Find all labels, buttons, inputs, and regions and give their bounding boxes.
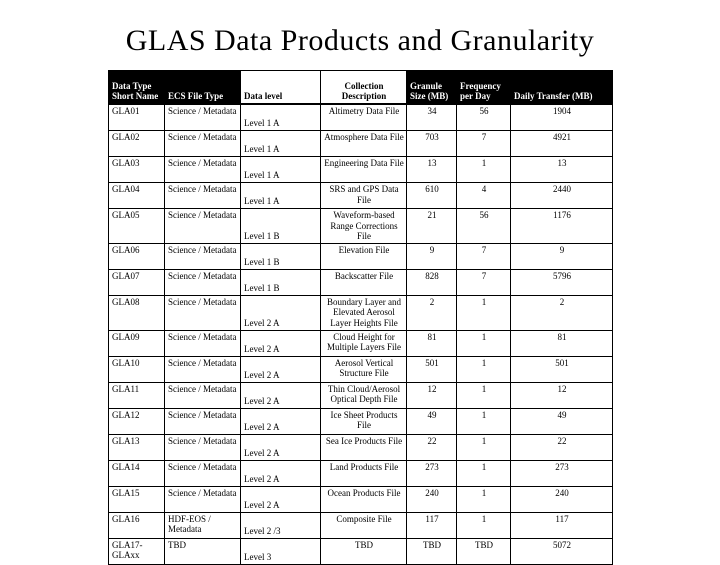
cell-frequency: 7 [457,269,511,295]
table-header [109,71,613,105]
cell-short-name: GLA07 [109,269,165,295]
table-row [109,330,613,356]
cell-file-type: HDF-EOS / Metadata [165,512,241,538]
cell-daily-transfer: 2 [511,295,613,330]
cell-frequency: 1 [457,460,511,486]
cell-granule-size: 34 [407,104,457,131]
cell-frequency: TBD [457,538,511,564]
cell-description: Ocean Products File [321,486,407,512]
cell-granule-size: 21 [407,209,457,244]
table-row [109,408,613,434]
table-row [109,131,613,157]
cell-granule-size: TBD [407,538,457,564]
cell-daily-transfer: 22 [511,434,613,460]
cell-file-type: Science / Metadata [165,131,241,157]
cell-file-type: Science / Metadata [165,295,241,330]
cell-data-level: Level 1 A [241,104,321,131]
cell-short-name: GLA04 [109,183,165,209]
col-header-ecs-file-type: ECS File Type [165,71,241,105]
col-header-collection-description: Collection Description [321,71,407,105]
cell-short-name: GLA09 [109,330,165,356]
cell-file-type: Science / Metadata [165,382,241,408]
cell-data-level: Level 2 A [241,408,321,434]
cell-daily-transfer: 4921 [511,131,613,157]
page-title: GLAS Data Products and Granularity [125,24,595,57]
table-body [109,104,613,564]
cell-daily-transfer: 501 [511,356,613,382]
cell-granule-size: 13 [407,157,457,183]
cell-file-type: Science / Metadata [165,104,241,131]
cell-data-level: Level 2 A [241,460,321,486]
cell-frequency: 1 [457,408,511,434]
cell-short-name: GLA14 [109,460,165,486]
cell-frequency: 1 [457,382,511,408]
cell-description: SRS and GPS Data File [321,183,407,209]
cell-frequency: 1 [457,486,511,512]
cell-frequency: 1 [457,356,511,382]
cell-frequency: 7 [457,131,511,157]
cell-data-level: Level 2 A [241,330,321,356]
table-row [109,512,613,538]
table-row [109,157,613,183]
table-row [109,356,613,382]
cell-file-type: Science / Metadata [165,183,241,209]
cell-short-name: GLA16 [109,512,165,538]
col-header-data-level: Data level [241,71,321,105]
cell-description: Backscatter File [321,269,407,295]
cell-description: Atmosphere Data File [321,131,407,157]
cell-daily-transfer: 12 [511,382,613,408]
cell-data-level: Level 1 B [241,269,321,295]
col-header-frequency-per-day: Frequency per Day [457,71,511,105]
cell-data-level: Level 2 A [241,434,321,460]
cell-description: Elevation File [321,243,407,269]
cell-granule-size: 703 [407,131,457,157]
cell-file-type: Science / Metadata [165,269,241,295]
cell-short-name: GLA08 [109,295,165,330]
cell-short-name: GLA02 [109,131,165,157]
cell-description: Sea Ice Products File [321,434,407,460]
cell-short-name: GLA03 [109,157,165,183]
data-products-table [108,70,613,565]
cell-frequency: 7 [457,243,511,269]
cell-granule-size: 81 [407,330,457,356]
cell-file-type: Science / Metadata [165,243,241,269]
cell-daily-transfer: 49 [511,408,613,434]
cell-granule-size: 22 [407,434,457,460]
cell-granule-size: 2 [407,295,457,330]
cell-granule-size: 273 [407,460,457,486]
cell-file-type: Science / Metadata [165,209,241,244]
cell-data-level: Level 3 [241,538,321,564]
col-header-short-name: Data Type Short Name [109,71,165,105]
cell-file-type: Science / Metadata [165,408,241,434]
table-row [109,434,613,460]
cell-short-name: GLA10 [109,356,165,382]
table-row [109,295,613,330]
cell-granule-size: 828 [407,269,457,295]
cell-granule-size: 9 [407,243,457,269]
table-header-row [109,71,613,105]
cell-granule-size: 117 [407,512,457,538]
cell-frequency: 4 [457,183,511,209]
table-row [109,486,613,512]
cell-data-level: Level 2 /3 [241,512,321,538]
cell-short-name: GLA17-GLAxx [109,538,165,564]
cell-data-level: Level 1 A [241,183,321,209]
table-row [109,243,613,269]
cell-daily-transfer: 9 [511,243,613,269]
cell-daily-transfer: 117 [511,512,613,538]
cell-file-type: Science / Metadata [165,460,241,486]
cell-data-level: Level 1 B [241,243,321,269]
cell-daily-transfer: 240 [511,486,613,512]
cell-file-type: Science / Metadata [165,356,241,382]
cell-data-level: Level 2 A [241,356,321,382]
cell-daily-transfer: 273 [511,460,613,486]
cell-data-level: Level 2 A [241,382,321,408]
cell-daily-transfer: 1904 [511,104,613,131]
table-row [109,209,613,244]
cell-data-level: Level 1 A [241,157,321,183]
cell-daily-transfer: 1176 [511,209,613,244]
cell-description: Aerosol Vertical Structure File [321,356,407,382]
cell-description: Land Products File [321,460,407,486]
cell-description: Altimetry Data File [321,104,407,131]
cell-description: Waveform-based Range Corrections File [321,209,407,244]
col-header-daily-transfer: Daily Transfer (MB) [511,71,613,105]
cell-file-type: Science / Metadata [165,486,241,512]
cell-file-type: Science / Metadata [165,157,241,183]
cell-short-name: GLA01 [109,104,165,131]
cell-short-name: GLA06 [109,243,165,269]
cell-file-type: Science / Metadata [165,330,241,356]
cell-granule-size: 501 [407,356,457,382]
cell-data-level: Level 2 A [241,486,321,512]
table-row [109,183,613,209]
cell-data-level: Level 1 B [241,209,321,244]
cell-frequency: 56 [457,209,511,244]
cell-frequency: 1 [457,434,511,460]
cell-daily-transfer: 5796 [511,269,613,295]
cell-file-type: TBD [165,538,241,564]
cell-description: Composite File [321,512,407,538]
cell-description: Boundary Layer and Elevated Aerosol Layer Heights File [321,295,407,330]
cell-frequency: 56 [457,104,511,131]
cell-description: TBD [321,538,407,564]
cell-granule-size: 49 [407,408,457,434]
cell-daily-transfer: 13 [511,157,613,183]
cell-description: Engineering Data File [321,157,407,183]
cell-short-name: GLA12 [109,408,165,434]
cell-description: Ice Sheet Products File [321,408,407,434]
cell-daily-transfer: 81 [511,330,613,356]
cell-file-type: Science / Metadata [165,434,241,460]
cell-short-name: GLA11 [109,382,165,408]
cell-short-name: GLA13 [109,434,165,460]
cell-short-name: GLA05 [109,209,165,244]
cell-frequency: 1 [457,330,511,356]
cell-short-name: GLA15 [109,486,165,512]
table-row [109,104,613,131]
cell-granule-size: 240 [407,486,457,512]
cell-granule-size: 610 [407,183,457,209]
table-row [109,269,613,295]
table-row [109,382,613,408]
cell-data-level: Level 1 A [241,131,321,157]
cell-daily-transfer: 2440 [511,183,613,209]
cell-frequency: 1 [457,512,511,538]
cell-frequency: 1 [457,157,511,183]
cell-daily-transfer: 5072 [511,538,613,564]
cell-data-level: Level 2 A [241,295,321,330]
cell-frequency: 1 [457,295,511,330]
table-row [109,460,613,486]
table-row [109,538,613,564]
cell-description: Cloud Height for Multiple Layers File [321,330,407,356]
cell-description: Thin Cloud/Aerosol Optical Depth File [321,382,407,408]
cell-granule-size: 12 [407,382,457,408]
col-header-granule-size: Granule Size (MB) [407,71,457,105]
